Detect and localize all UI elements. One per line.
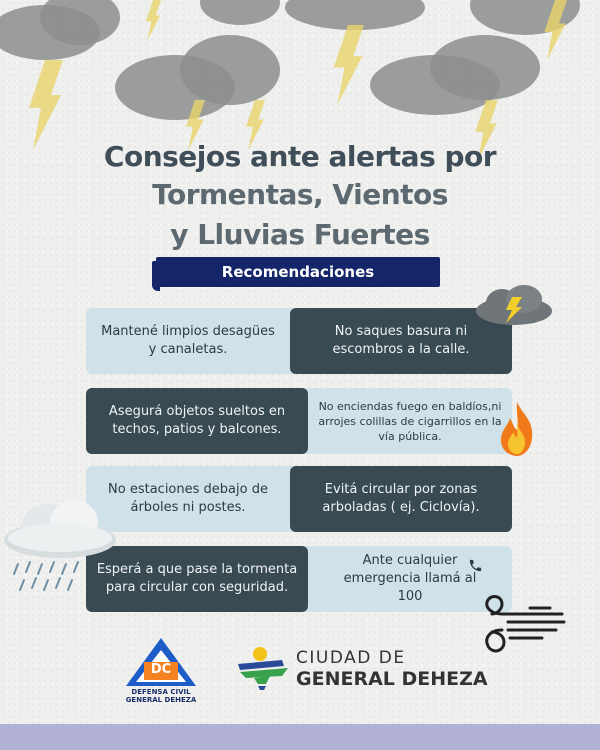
- footer-band: [0, 724, 600, 750]
- tip-2-right: No enciendas fuego en baldíos,ni arrojes colillas de cigarrillos en la vía pública.: [318, 399, 502, 443]
- page-title-line-3: y Lluvias Fuertes: [170, 218, 430, 251]
- storm-cloud-icon: [472, 283, 554, 329]
- defensa-civil-line-2: GENERAL DEHEZA: [125, 696, 197, 704]
- ciudad-general-deheza-logo: [236, 644, 486, 694]
- tip-1-left: Mantené limpios desagües y canaletas.: [101, 324, 275, 357]
- top-storm-decoration: [0, 0, 600, 150]
- tip-1-right: No saques basura ni escombros a la calle.: [290, 308, 512, 374]
- city-line-1: CIUDAD DE: [296, 648, 406, 668]
- tip-3-right: Evitá circular por zonas arboladas ( ej. Ciclovía).: [290, 466, 512, 532]
- lightning-bolt-icon: [140, 0, 166, 40]
- page-title-line-1: Consejos ante alertas por: [103, 140, 497, 173]
- defensa-civil-logo: [124, 636, 198, 706]
- defensa-civil-name: [118, 688, 204, 704]
- lightning-bolt-icon: [540, 0, 570, 60]
- tip-4-right-text: Ante cualquier emergencia llamá al 100: [343, 553, 477, 604]
- wind-icon: [480, 592, 568, 656]
- phone-icon: [468, 558, 483, 573]
- tip-4-left: Esperá a que pase la tormenta para circular con seguridad.: [86, 546, 308, 612]
- tip-3-left: No estaciones debajo de árboles ni postes.: [108, 482, 268, 515]
- defensa-civil-line-1: DEFENSA CIVIL: [131, 688, 191, 696]
- lightning-bolt-icon: [25, 60, 65, 150]
- city-line-2: GENERAL DEHEZA: [296, 668, 488, 690]
- page-title-line-2: Tormentas, Vientos: [152, 178, 448, 211]
- fire-icon: [498, 400, 536, 458]
- city-emblem-icon: [236, 646, 290, 692]
- defensa-civil-mark: DC: [150, 662, 172, 677]
- recommendations-label: Recomendaciones: [221, 263, 375, 281]
- recommendations-banner: [156, 257, 440, 287]
- lightning-bolt-icon: [330, 25, 366, 105]
- tip-2-left: Asegurá objetos sueltos en techos, patios y balcones.: [86, 388, 308, 454]
- rain-cloud-icon: [0, 498, 122, 602]
